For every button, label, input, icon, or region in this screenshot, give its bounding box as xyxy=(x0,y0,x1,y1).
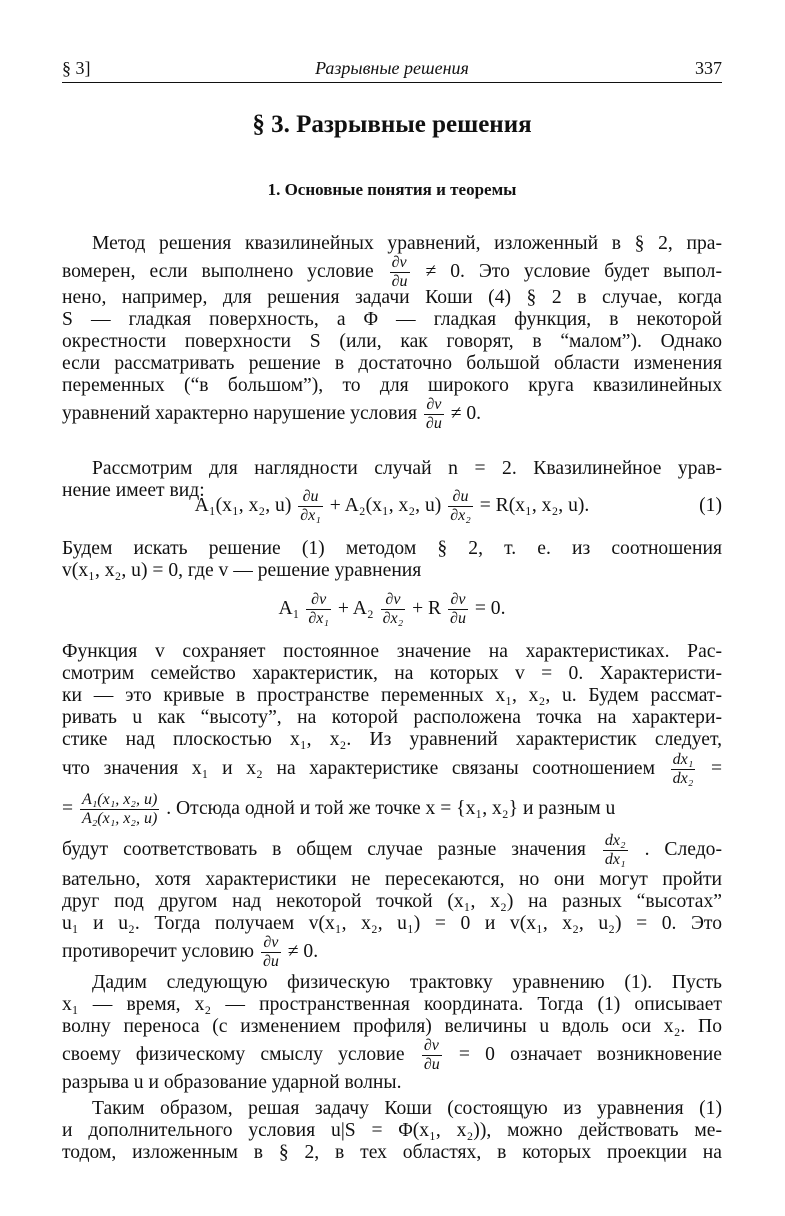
text-span: . Отсюда одной и той же точке x = {x₁, x₂} и разным u xyxy=(166,798,616,819)
text-span: ≠ 0. Это условие будет выпол- xyxy=(425,261,722,282)
fraction-dv-dx2: $\frac{\partial v}{\text{∂x₂}}$ xyxy=(382,591,404,627)
text-line: Метод решения квазилинейных уравнений, изложенный в § 2, пра- xyxy=(92,233,722,254)
text-line xyxy=(62,935,722,969)
fraction-du-dx1: $\frac{\partial u}{\text{∂x₁}}$ xyxy=(300,488,321,524)
eq-term: + R xyxy=(412,598,442,619)
text-line xyxy=(62,751,722,787)
fraction-A1-A2: $\frac{\text{A₁(x₁, x₂, u)}}{\text{A₂(x₁, x₂, u)}}$ xyxy=(81,791,158,827)
text-line: разрыва u и образование ударной волны. xyxy=(62,1072,402,1093)
text-line: v(x₁, x₂, u) = 0, где v — решение уравнения xyxy=(62,560,422,581)
text-line: S — гладкая поверхность, а Φ — гладкая функция, в некоторой xyxy=(62,309,722,330)
section-title: § 3. Разрывные решения xyxy=(252,111,532,138)
paragraph-4 xyxy=(62,641,722,969)
text-line: стике над плоскостью x₁, x₂. Из уравнений характеристик следует, xyxy=(62,729,722,750)
text-span: = xyxy=(62,798,74,819)
text-span: что значения x₁ и x₂ на характеристике связаны соотношением xyxy=(62,758,656,779)
paragraph-6 xyxy=(62,1098,722,1164)
eq-term: = 0. xyxy=(474,598,506,619)
subsection-title: 1. Основные понятия и теоремы xyxy=(267,180,517,199)
text-line: нено, например, для решения задачи Коши (4) § 2 в случае, когда xyxy=(62,287,722,308)
fraction-dv-du: $\frac{\partial v}{\partial u}$ xyxy=(450,591,466,627)
running-header xyxy=(62,58,722,83)
header-section: § 3] xyxy=(62,58,91,78)
text-line: друг под другом над некоторой точкой (x₁, x₂) на разных “высотах” xyxy=(62,891,722,912)
text-span: = 0 означает возникновение xyxy=(458,1044,722,1065)
paragraph-1 xyxy=(62,233,722,431)
text-line: волну переноса (с изменением профиля) величины u вдоль оси x₂. По xyxy=(62,1016,722,1037)
text-line: ки — это кривые в пространстве переменных x₁, x₂, u. Будем рассмат- xyxy=(62,685,722,706)
text-span: противоречит условию xyxy=(62,941,255,962)
text-line: если рассматривать решение в достаточно большой области изменения xyxy=(62,353,722,374)
text-line: Функция v сохраняет постоянное значение на характеристиках. Рас- xyxy=(62,641,722,662)
text-line: вательно, хотя характеристики не пересекаются, но они могут пройти xyxy=(62,869,722,890)
text-span: своему физическому смыслу условие xyxy=(62,1044,405,1065)
fraction-du-dx2: $\frac{\partial u}{\text{∂x₂}}$ xyxy=(450,488,471,524)
text-line: окрестности поверхности S (или, как говорят, в “малом”). Однако xyxy=(62,331,722,352)
text-line: нение имеет вид: xyxy=(62,480,205,501)
fraction-dv-du: $\frac{\partial v}{\partial u}$ xyxy=(262,934,279,970)
text-line xyxy=(62,397,722,431)
text-line: u₁ и u₂. Тогда получаем v(x₁, x₂, u₁) = 0 и v(x₁, x₂, u₂) = 0. Это xyxy=(62,913,722,934)
text-span: ≠ 0. xyxy=(450,403,482,424)
text-span: ≠ 0. xyxy=(287,941,319,962)
fraction-dv-du: $\frac{\partial v}{\partial u}$ xyxy=(423,1037,440,1073)
text-line: x₁ — время, x₂ — пространственная координата. Тогда (1) описывает xyxy=(62,994,722,1015)
equation-2 xyxy=(62,589,722,629)
fraction-dx1-dx2: $\frac{\text{dx₁}}{\text{dx₂}}$ xyxy=(672,751,694,787)
eq-term: A₁ xyxy=(278,598,300,619)
text-span: уравнений характерно нарушение условия xyxy=(62,403,417,424)
text-line: Дадим следующую физическую трактовку уравнению (1). Пусть xyxy=(92,972,722,993)
text-line: тодом, изложенным в § 2, в тех областях, в которых проекции на xyxy=(62,1142,722,1163)
fraction-dv-dx1: $\frac{\partial v}{\text{∂x₁}}$ xyxy=(308,591,329,627)
equation-1 xyxy=(62,486,722,526)
header-title: Разрывные решения xyxy=(315,58,469,78)
equation-number: (1) xyxy=(699,495,722,516)
eq-term: = R(x₁, x₂, u). xyxy=(479,495,590,516)
fraction-dx2-dx1: $\frac{\text{dx₂}}{\text{dx₁}}$ xyxy=(604,832,626,868)
text-span: . Следо- xyxy=(644,839,722,860)
text-line xyxy=(62,831,722,869)
text-span: вомерен, если выполнено условие xyxy=(62,261,374,282)
text-line: переменных (“в большом”), то для широкого круга квазилинейных xyxy=(62,375,722,396)
fraction-dv-du: $\frac{\partial v}{\partial u}$ xyxy=(425,396,442,432)
text-line xyxy=(62,787,722,831)
text-line: Таким образом, решая задачу Коши (состоящую из уравнения (1) xyxy=(92,1098,722,1119)
page-number: 337 xyxy=(695,58,722,78)
text-line xyxy=(62,254,722,290)
text-line: и дополнительного условия u|S = Φ(x₁, x₂)), можно действовать ме- xyxy=(62,1120,722,1141)
text-span: = xyxy=(710,758,722,779)
paragraph-5 xyxy=(62,972,722,1094)
text-line: Будем искать решение (1) методом § 2, т. е. из соотношения xyxy=(62,538,722,559)
text-line: ривать u как “высоту”, на которой расположена точка на характери- xyxy=(62,707,722,728)
paragraph-3 xyxy=(62,538,722,582)
text-line: Рассмотрим для наглядности случай n = 2. Квазилинейное урав- xyxy=(92,458,722,479)
fraction-dv-du: $\frac{\partial v}{\partial u}$ xyxy=(391,254,408,290)
eq-term: + A₂ xyxy=(337,598,374,619)
eq-term: + A₂(x₁, x₂, u) xyxy=(329,495,442,516)
text-span: будут соответствовать в общем случае разные значения xyxy=(62,839,586,860)
eq-term: A₁(x₁, x₂, u) xyxy=(194,495,292,516)
text-line: смотрим семейство характеристик, на которых v = 0. Характеристи- xyxy=(62,663,722,684)
text-line xyxy=(62,1038,722,1072)
